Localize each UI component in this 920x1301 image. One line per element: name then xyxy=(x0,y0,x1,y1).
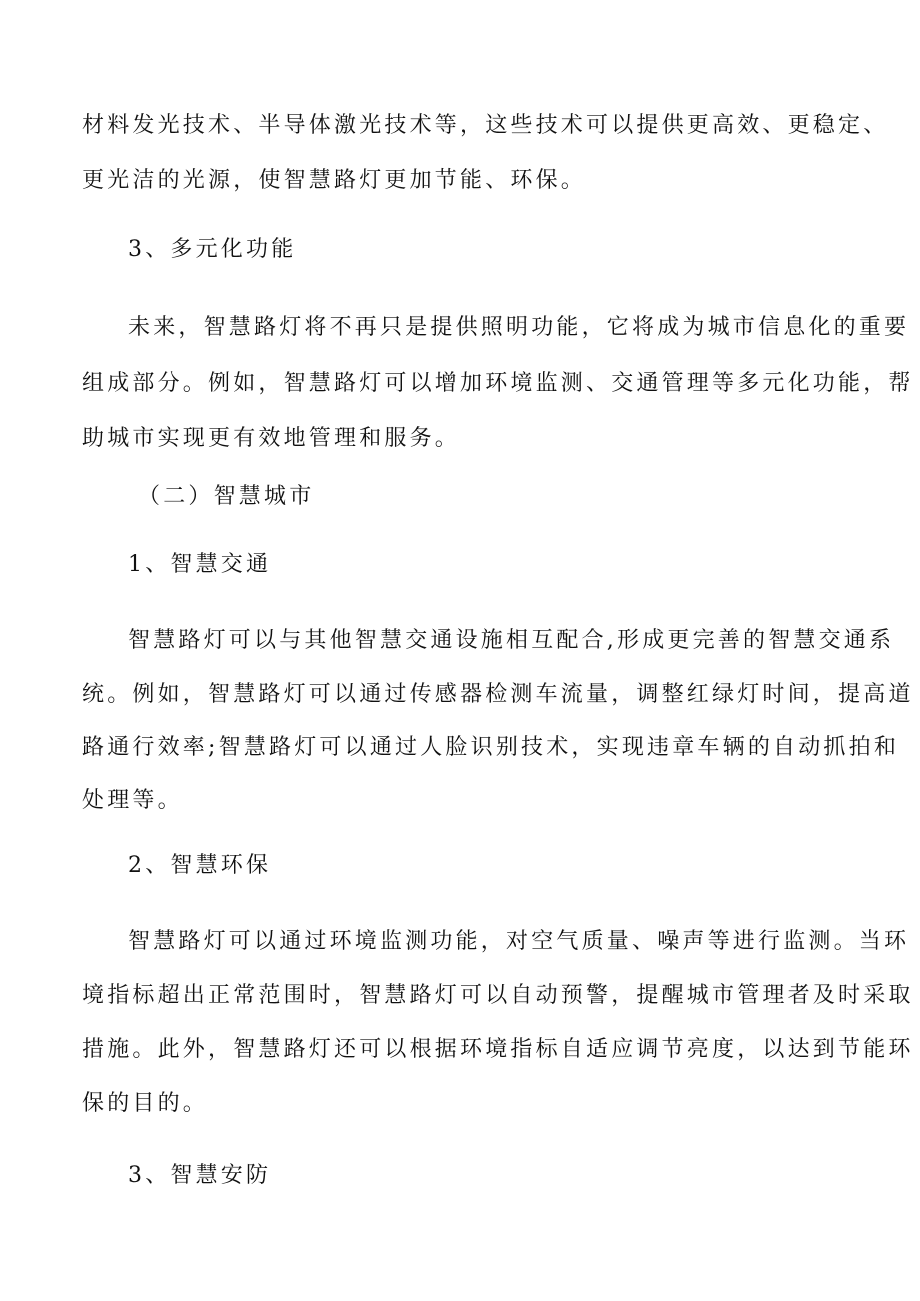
paragraph-line: 助城市实现更有效地管理和服务。 xyxy=(82,426,461,451)
section-heading: 3、多元化功能 xyxy=(128,237,297,262)
paragraph-line: 智慧路灯可以通过环境监测功能，对空气质量、噪声等进行监测。当环 xyxy=(128,929,910,954)
paragraph-line: 路通行效率;智慧路灯可以通过人脸识别技术，实现违章车辆的自动抓拍和 xyxy=(82,735,900,760)
paragraph-line: 处理等。 xyxy=(82,788,183,813)
paragraph-line: 材料发光技术、半导体激光技术等，这些技术可以提供更高效、更稳定、 xyxy=(82,113,889,138)
paragraph-line: 保的目的。 xyxy=(82,1091,209,1116)
paragraph-line: 统。例如，智慧路灯可以通过传感器检测车流量，调整红绿灯时间，提高道 xyxy=(82,682,914,707)
section-heading: 1、智慧交通 xyxy=(128,552,272,577)
paragraph-line: 措施。此外，智慧路灯还可以根据环境指标自适应调节亮度，以达到节能环 xyxy=(82,1037,914,1062)
paragraph-line: 更光洁的光源，使智慧路灯更加节能、环保。 xyxy=(82,168,587,193)
paragraph-line: 未来，智慧路灯将不再只是提供照明功能，它将成为城市信息化的重要 xyxy=(128,315,910,340)
paragraph-line: 组成部分。例如，智慧路灯可以增加环境监测、交通管理等多元化功能，帮 xyxy=(82,371,914,396)
paragraph-line: 智慧路灯可以与其他智慧交通设施相互配合,形成更完善的智慧交通系 xyxy=(128,628,895,653)
paragraph-line: 境指标超出正常范围时，智慧路灯可以自动预警，提醒城市管理者及时采取 xyxy=(82,983,914,1008)
section-title: （二）智慧城市 xyxy=(138,484,315,509)
section-heading: 3、智慧安防 xyxy=(128,1163,272,1188)
section-heading: 2、智慧环保 xyxy=(128,853,272,878)
